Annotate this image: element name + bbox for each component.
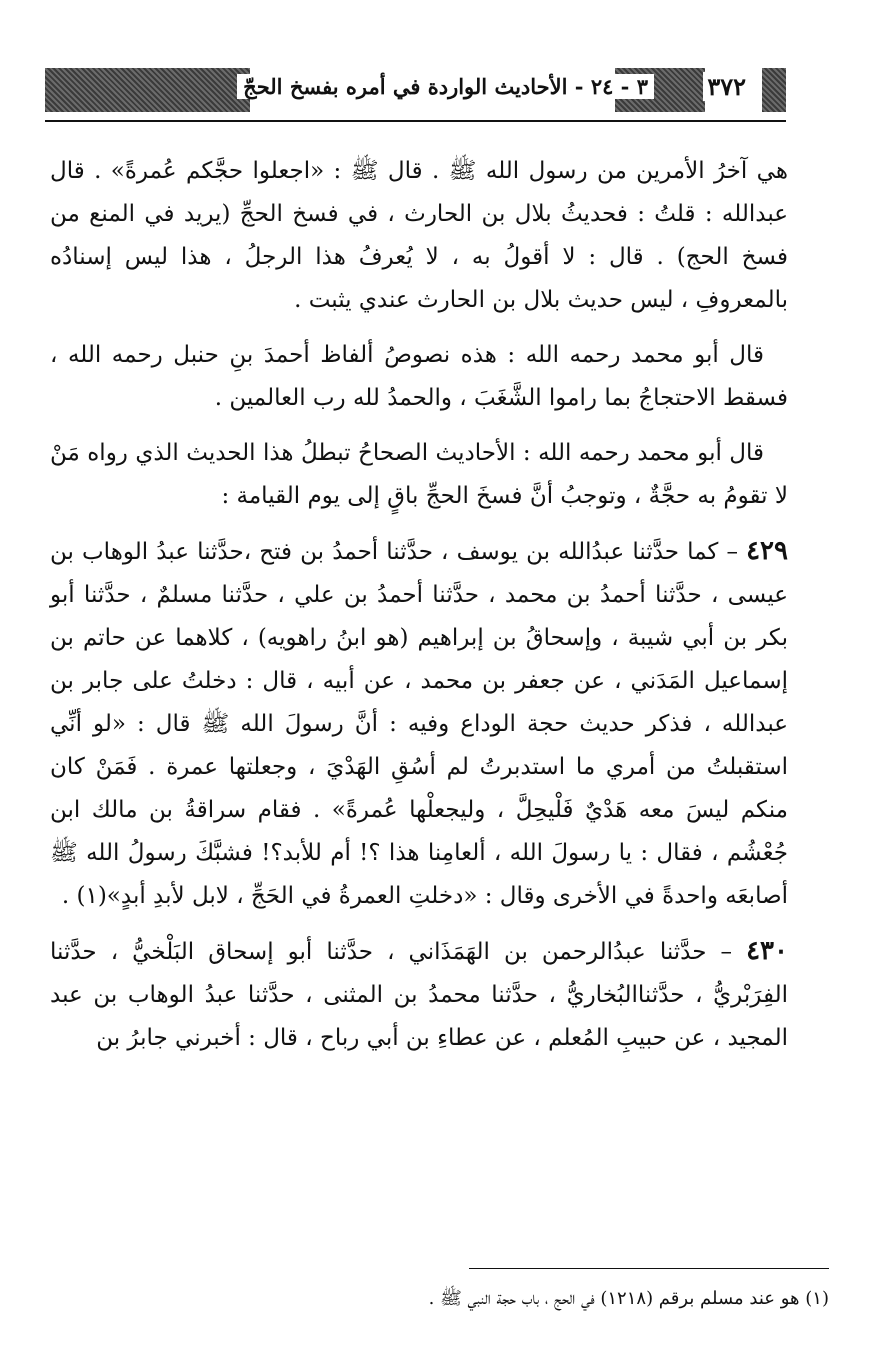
hadith-text: – حدَّثنا عبدُالرحمن بن الهَمَذَاني ، حدَّثنا أبو إسحاق البَلْخيُّ ، حدَّثنا الفِرَبْريُّ ، حدَّثناالبُخاريُّ ، حدَّثنا محمدُ بن المثنى ، حدَّثنا عبدُ الوهاب بن عبد المجيد ، عن حبيبِ المُعلم ، عن عطاءِ بن أبي رباح ، قال : أخبرني جابرُ بن <box>50 939 788 1051</box>
page-number: ٣٧٢ <box>703 72 750 101</box>
header-ornament-left <box>45 68 250 112</box>
paragraph-2: قال أبو محمد رحمه الله : هذه نصوصُ ألفاظ أحمدَ بنِ حنبل رحمه الله ، فسقط الاحتجاجُ بما راموا الشَّغَبَ ، والحمدُ لله رب العالمين . <box>50 342 788 411</box>
header-rule <box>45 120 786 122</box>
section-title: ٣ - ٢٤ - الأحاديث الواردة في أمره بفسخ الحجّ <box>237 74 654 99</box>
hadith-number: ٤٢٩ <box>746 536 788 566</box>
footnote-divider <box>469 1268 829 1269</box>
page-header <box>45 62 786 122</box>
footnote: (١) هو عند مسلم برقم (١٢١٨) في الحج ، باب حجة النبي ﷺ . <box>428 1288 829 1309</box>
paragraph-3: قال أبو محمد رحمه الله : الأحاديث الصحاحُ تبطلُ هذا الحديث الذي رواه مَنْ لا تقومُ به حجَّةٌ ، وتوجبُ أنَّ فسخَ الحجِّ باقٍ إلى يوم القيامة : <box>50 440 788 509</box>
page-body <box>50 150 788 1072</box>
hadith-430 <box>50 930 788 1060</box>
hadith-number: ٤٣٠ <box>746 936 788 966</box>
hadith-429 <box>50 530 788 918</box>
header-ornament-right <box>762 68 786 112</box>
hadith-text: – كما حدَّثنا عبدُالله بن يوسف ، حدَّثنا أحمدُ بن فتح ،حدَّثنا عبدُ الوهاب بن عيسى ، حدَّثنا أحمدُ بن محمد ، حدَّثنا أحمدُ بن علي ، حدَّثنا مسلمٌ ، حدَّثنا أبو بكر بن أبي شيبة ، وإسحاقُ بن إبراهيم (هو ابنُ راهويه) ، كلاهما عن حاتم بن إسماعيل المَدَني ، عن جعفر بن محمد ، عن أبيه ، قال : دخلتُ على جابر بن عبدالله ، فذكر حديث حجة الوداع وفيه : أنَّ رسولَ الله ﷺ قال : «لو أنِّي استقبلتُ من أمري ما استدبرتُ لم أسُقِ الهَدْيَ ، وجعلتها عمرة . فَمَنْ كان منكم ليسَ معه هَدْيٌ فَلْيحِلَّ ، وليجعلْها عُمرةً» . فقام سراقةُ بن مالك ابن جُعْشُم ، فقال : يا رسولَ الله ، ألعامِنا هذا ؟! أم للأبد؟! فشبَّكَ رسولُ الله ﷺ أصابعَه واحدةً في الأخرى وقال : «دخلتِ العمرةُ في الحَجِّ ، لابل لأبدِ أبدٍ»(١) . <box>50 539 788 909</box>
paragraph-1: هي آخرُ الأمرين من رسول الله ﷺ . قال ﷺ : «اجعلوا حجَّكم عُمرةً» . قال عبدالله : قلتُ : فحديثُ بلال بن الحارث ، في فسخ الحجِّ (يريد في المنع من فسخ الحج) . قال : لا أقولُ به ، لا يُعرفُ هذا الرجلُ ، هذا ليس إسنادُه بالمعروفِ ، ليس حديث بلال بن الحارث عندي يثبت . <box>50 158 788 313</box>
